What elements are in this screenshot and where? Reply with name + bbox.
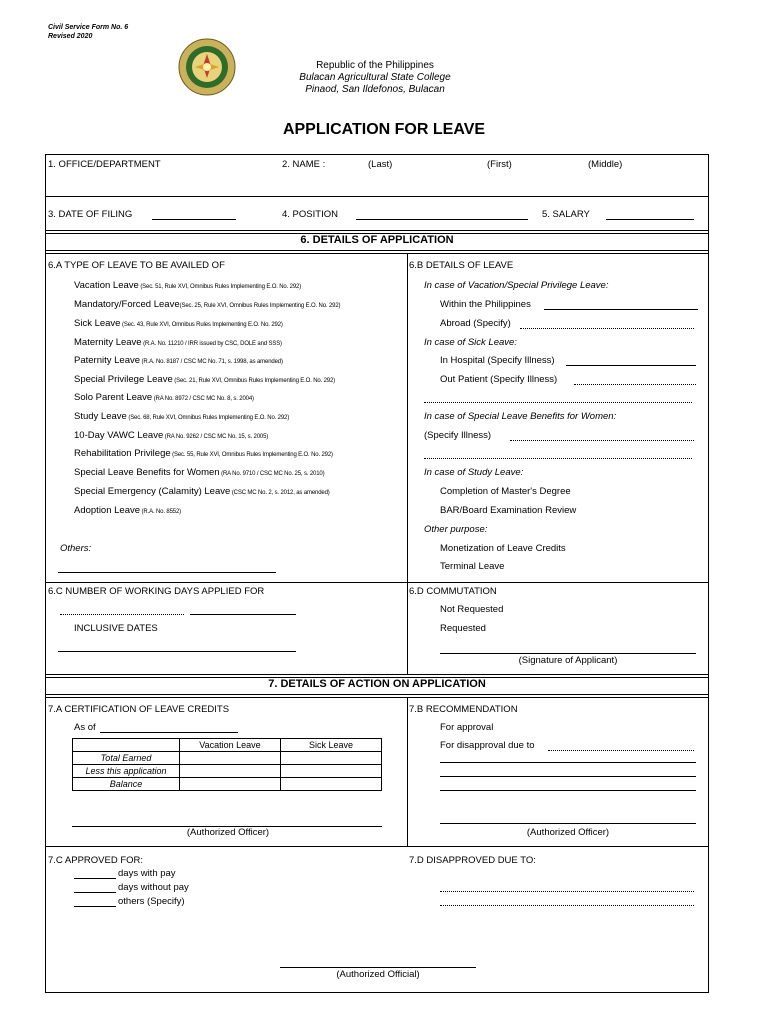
leave-type-sick[interactable]: Sick Leave (Sec. 43, Rule XVI, Omnibus Rules Implementing E.O. No. 292) bbox=[74, 318, 283, 329]
monetization-option[interactable]: Monetization of Leave Credits bbox=[440, 543, 566, 554]
date-of-filing-field[interactable] bbox=[152, 219, 236, 220]
header bbox=[250, 60, 500, 96]
within-philippines-option[interactable]: Within the Philippines bbox=[440, 299, 531, 310]
official-signature-label: (Authorized Official) bbox=[336, 969, 420, 980]
name-label: 2. NAME : bbox=[282, 159, 326, 170]
leave-type-women[interactable]: Special Leave Benefits for Women (RA No. 9710 / CSC MC No. 25, s. 2010) bbox=[74, 467, 325, 478]
in-hospital-option[interactable]: In Hospital (Specify Illness) bbox=[440, 355, 555, 366]
divider bbox=[46, 582, 708, 583]
inclusive-dates-label: INCLUSIVE DATES bbox=[74, 623, 158, 634]
divider bbox=[46, 230, 708, 231]
sick-case-heading: In case of Sick Leave: bbox=[424, 337, 517, 348]
leave-type-study[interactable]: Study Leave (Sec. 68, Rule XVI, Omnibus Rules Implementing E.O. No. 292) bbox=[74, 411, 290, 422]
women-specify-label: (Specify Illness) bbox=[424, 430, 492, 441]
revised-text: Revised 2020 bbox=[48, 33, 93, 40]
row-balance: Balance bbox=[73, 778, 180, 791]
as-of-field[interactable] bbox=[100, 732, 238, 733]
disapproval-line-3[interactable] bbox=[440, 790, 696, 791]
column-divider bbox=[407, 698, 408, 846]
section-6b-title: 6.B DETAILS OF LEAVE bbox=[409, 260, 514, 271]
col-vacation-leave: Vacation Leave bbox=[180, 739, 281, 752]
applicant-signature-field[interactable] bbox=[440, 653, 696, 654]
divider bbox=[46, 253, 708, 254]
header-address: Pinaod, San Ildefonos, Bulacan bbox=[305, 84, 445, 95]
leave-type-maternity[interactable]: Maternity Leave (R.A. No. 11210 / IRR issued by CSC, DOLE and SSS) bbox=[74, 337, 282, 348]
working-days-field-2[interactable] bbox=[190, 614, 296, 615]
bar-review-option[interactable]: BAR/Board Examination Review bbox=[440, 505, 577, 516]
masters-option[interactable]: Completion of Master's Degree bbox=[440, 486, 571, 497]
balance-vacation-cell[interactable] bbox=[180, 778, 281, 791]
disapproved-reason-line-1[interactable] bbox=[440, 891, 694, 892]
column-divider bbox=[407, 254, 408, 674]
leave-type-mandatory[interactable]: Mandatory/Forced Leave(Sec. 25, Rule XVI, Omnibus Rules Implementing E.O. No. 292) bbox=[74, 299, 341, 310]
for-disapproval-option[interactable]: For disapproval due to bbox=[440, 740, 535, 751]
within-philippines-field[interactable] bbox=[544, 309, 698, 310]
salary-label: 5. SALARY bbox=[542, 209, 590, 220]
days-with-pay-label: days with pay bbox=[118, 868, 176, 879]
balance-sick-cell[interactable] bbox=[281, 778, 382, 791]
page-title: APPLICATION FOR LEAVE bbox=[282, 121, 486, 138]
office-label: 1. OFFICE/DEPARTMENT bbox=[48, 159, 161, 170]
leave-type-solo-parent[interactable]: Solo Parent Leave (RA No. 8972 / CSC MC No. 8, s. 2004) bbox=[74, 392, 254, 403]
leave-credits-table bbox=[72, 738, 382, 791]
inclusive-dates-field[interactable] bbox=[58, 651, 296, 652]
sick-extra-field[interactable] bbox=[424, 402, 692, 403]
as-of-label: As of bbox=[74, 722, 96, 733]
section-7c-title: 7.C APPROVED FOR: bbox=[48, 855, 144, 866]
position-label: 4. POSITION bbox=[282, 209, 338, 220]
name-middle-label: (Middle) bbox=[588, 159, 623, 170]
divider bbox=[46, 846, 708, 847]
section-6c-title: 6.C NUMBER OF WORKING DAYS APPLIED FOR bbox=[48, 586, 265, 597]
date-of-filing-label: 3. DATE OF FILING bbox=[48, 209, 133, 220]
working-days-field[interactable] bbox=[60, 614, 184, 615]
study-case-heading: In case of Study Leave: bbox=[424, 467, 524, 478]
women-case-heading: In case of Special Leave Benefits for Women: bbox=[424, 411, 617, 422]
out-patient-option[interactable]: Out Patient (Specify Illness) bbox=[440, 374, 558, 385]
section-7a-title: 7.A CERTIFICATION OF LEAVE CREDITS bbox=[48, 704, 230, 715]
section-6a-title: 6.A TYPE OF LEAVE TO BE AVAILED OF bbox=[48, 260, 225, 271]
leave-type-vawc[interactable]: 10-Day VAWC Leave (RA No. 9262 / CSC MC No. 15, s. 2005) bbox=[74, 430, 269, 441]
leave-type-rehabilitation[interactable]: Rehabilitation Privilege (Sec. 55, Rule XVI, Omnibus Rules Implementing E.O. No. 292) bbox=[74, 448, 333, 459]
row-less-application: Less this application bbox=[73, 765, 180, 778]
header-republic: Republic of the Philippines bbox=[316, 60, 434, 71]
section-7b-title: 7.B RECOMMENDATION bbox=[409, 704, 518, 715]
section-7-title: 7. DETAILS OF ACTION ON APPLICATION bbox=[268, 678, 486, 690]
not-requested-option[interactable]: Not Requested bbox=[440, 604, 504, 615]
cert-officer-label: (Authorized Officer) bbox=[186, 827, 270, 838]
official-signature-field[interactable] bbox=[280, 967, 476, 968]
out-patient-field[interactable] bbox=[574, 384, 696, 385]
divider bbox=[46, 674, 708, 675]
others-specify-field[interactable] bbox=[74, 906, 116, 907]
abroad-option[interactable]: Abroad (Specify) bbox=[440, 318, 511, 329]
disapproval-line-1[interactable] bbox=[440, 762, 696, 763]
for-approval-option[interactable]: For approval bbox=[440, 722, 494, 733]
vacation-case-heading: In case of Vacation/Special Privilege Leave: bbox=[424, 280, 609, 291]
terminal-leave-option[interactable]: Terminal Leave bbox=[440, 561, 505, 572]
row-total-earned: Total Earned bbox=[73, 752, 180, 765]
col-sick-leave: Sick Leave bbox=[281, 739, 382, 752]
section-6d-title: 6.D COMMUTATION bbox=[409, 586, 497, 597]
days-without-pay-label: days without pay bbox=[118, 882, 189, 893]
leave-type-vacation[interactable]: Vacation Leave (Sec. 51, Rule XVI, Omnibus Rules Implementing E.O. No. 292) bbox=[74, 280, 302, 291]
rec-officer-label: (Authorized Officer) bbox=[526, 827, 610, 838]
college-seal-logo bbox=[178, 38, 236, 96]
others-label: Others: bbox=[60, 543, 92, 554]
leave-type-calamity[interactable]: Special Emergency (Calamity) Leave (CSC MC No. 2, s. 2012, as amended) bbox=[74, 486, 330, 497]
section-6-title: 6. DETAILS OF APPLICATION bbox=[300, 234, 454, 246]
divider bbox=[46, 697, 708, 698]
position-field[interactable] bbox=[356, 219, 528, 220]
others-specify-label: others (Specify) bbox=[118, 896, 185, 907]
women-extra-field[interactable] bbox=[424, 458, 692, 459]
section-7d-title: 7.D DISAPPROVED DUE TO: bbox=[409, 855, 536, 866]
less-vacation-cell[interactable] bbox=[180, 765, 281, 778]
days-with-pay-field[interactable] bbox=[74, 878, 116, 879]
women-specify-field[interactable] bbox=[510, 440, 694, 441]
rec-officer-signature-field[interactable] bbox=[440, 823, 696, 824]
divider bbox=[46, 694, 708, 695]
divider bbox=[46, 196, 708, 197]
header-college: Bulacan Agricultural State College bbox=[299, 72, 451, 83]
leave-type-adoption[interactable]: Adoption Leave (R.A. No. 8552) bbox=[74, 505, 181, 516]
less-sick-cell[interactable] bbox=[281, 765, 382, 778]
disapproval-line-2[interactable] bbox=[440, 776, 696, 777]
abroad-field[interactable] bbox=[520, 328, 694, 329]
leave-type-special-privilege[interactable]: Special Privilege Leave (Sec. 21, Rule XVI, Omnibus Rules Implementing E.O. No. 292) bbox=[74, 374, 336, 385]
in-hospital-field[interactable] bbox=[566, 365, 696, 366]
total-earned-vacation-cell[interactable] bbox=[180, 752, 281, 765]
form-number bbox=[48, 23, 128, 41]
disapproval-reason-field[interactable] bbox=[548, 750, 694, 751]
applicant-signature-label: (Signature of Applicant) bbox=[518, 655, 618, 666]
requested-option[interactable]: Requested bbox=[440, 623, 486, 634]
form-number-text: Civil Service Form No. 6 bbox=[48, 24, 129, 31]
disapproved-reason-line-2[interactable] bbox=[440, 905, 694, 906]
days-without-pay-field[interactable] bbox=[74, 892, 116, 893]
others-field[interactable] bbox=[58, 572, 276, 573]
total-earned-sick-cell[interactable] bbox=[281, 752, 382, 765]
salary-field[interactable] bbox=[606, 219, 694, 220]
other-purpose-heading: Other purpose: bbox=[424, 524, 488, 535]
leave-type-paternity[interactable]: Paternity Leave (R.A. No. 8187 / CSC MC No. 71, s. 1998, as amended) bbox=[74, 355, 283, 366]
name-first-label: (First) bbox=[487, 159, 512, 170]
name-last-label: (Last) bbox=[368, 159, 393, 170]
divider bbox=[46, 250, 708, 251]
